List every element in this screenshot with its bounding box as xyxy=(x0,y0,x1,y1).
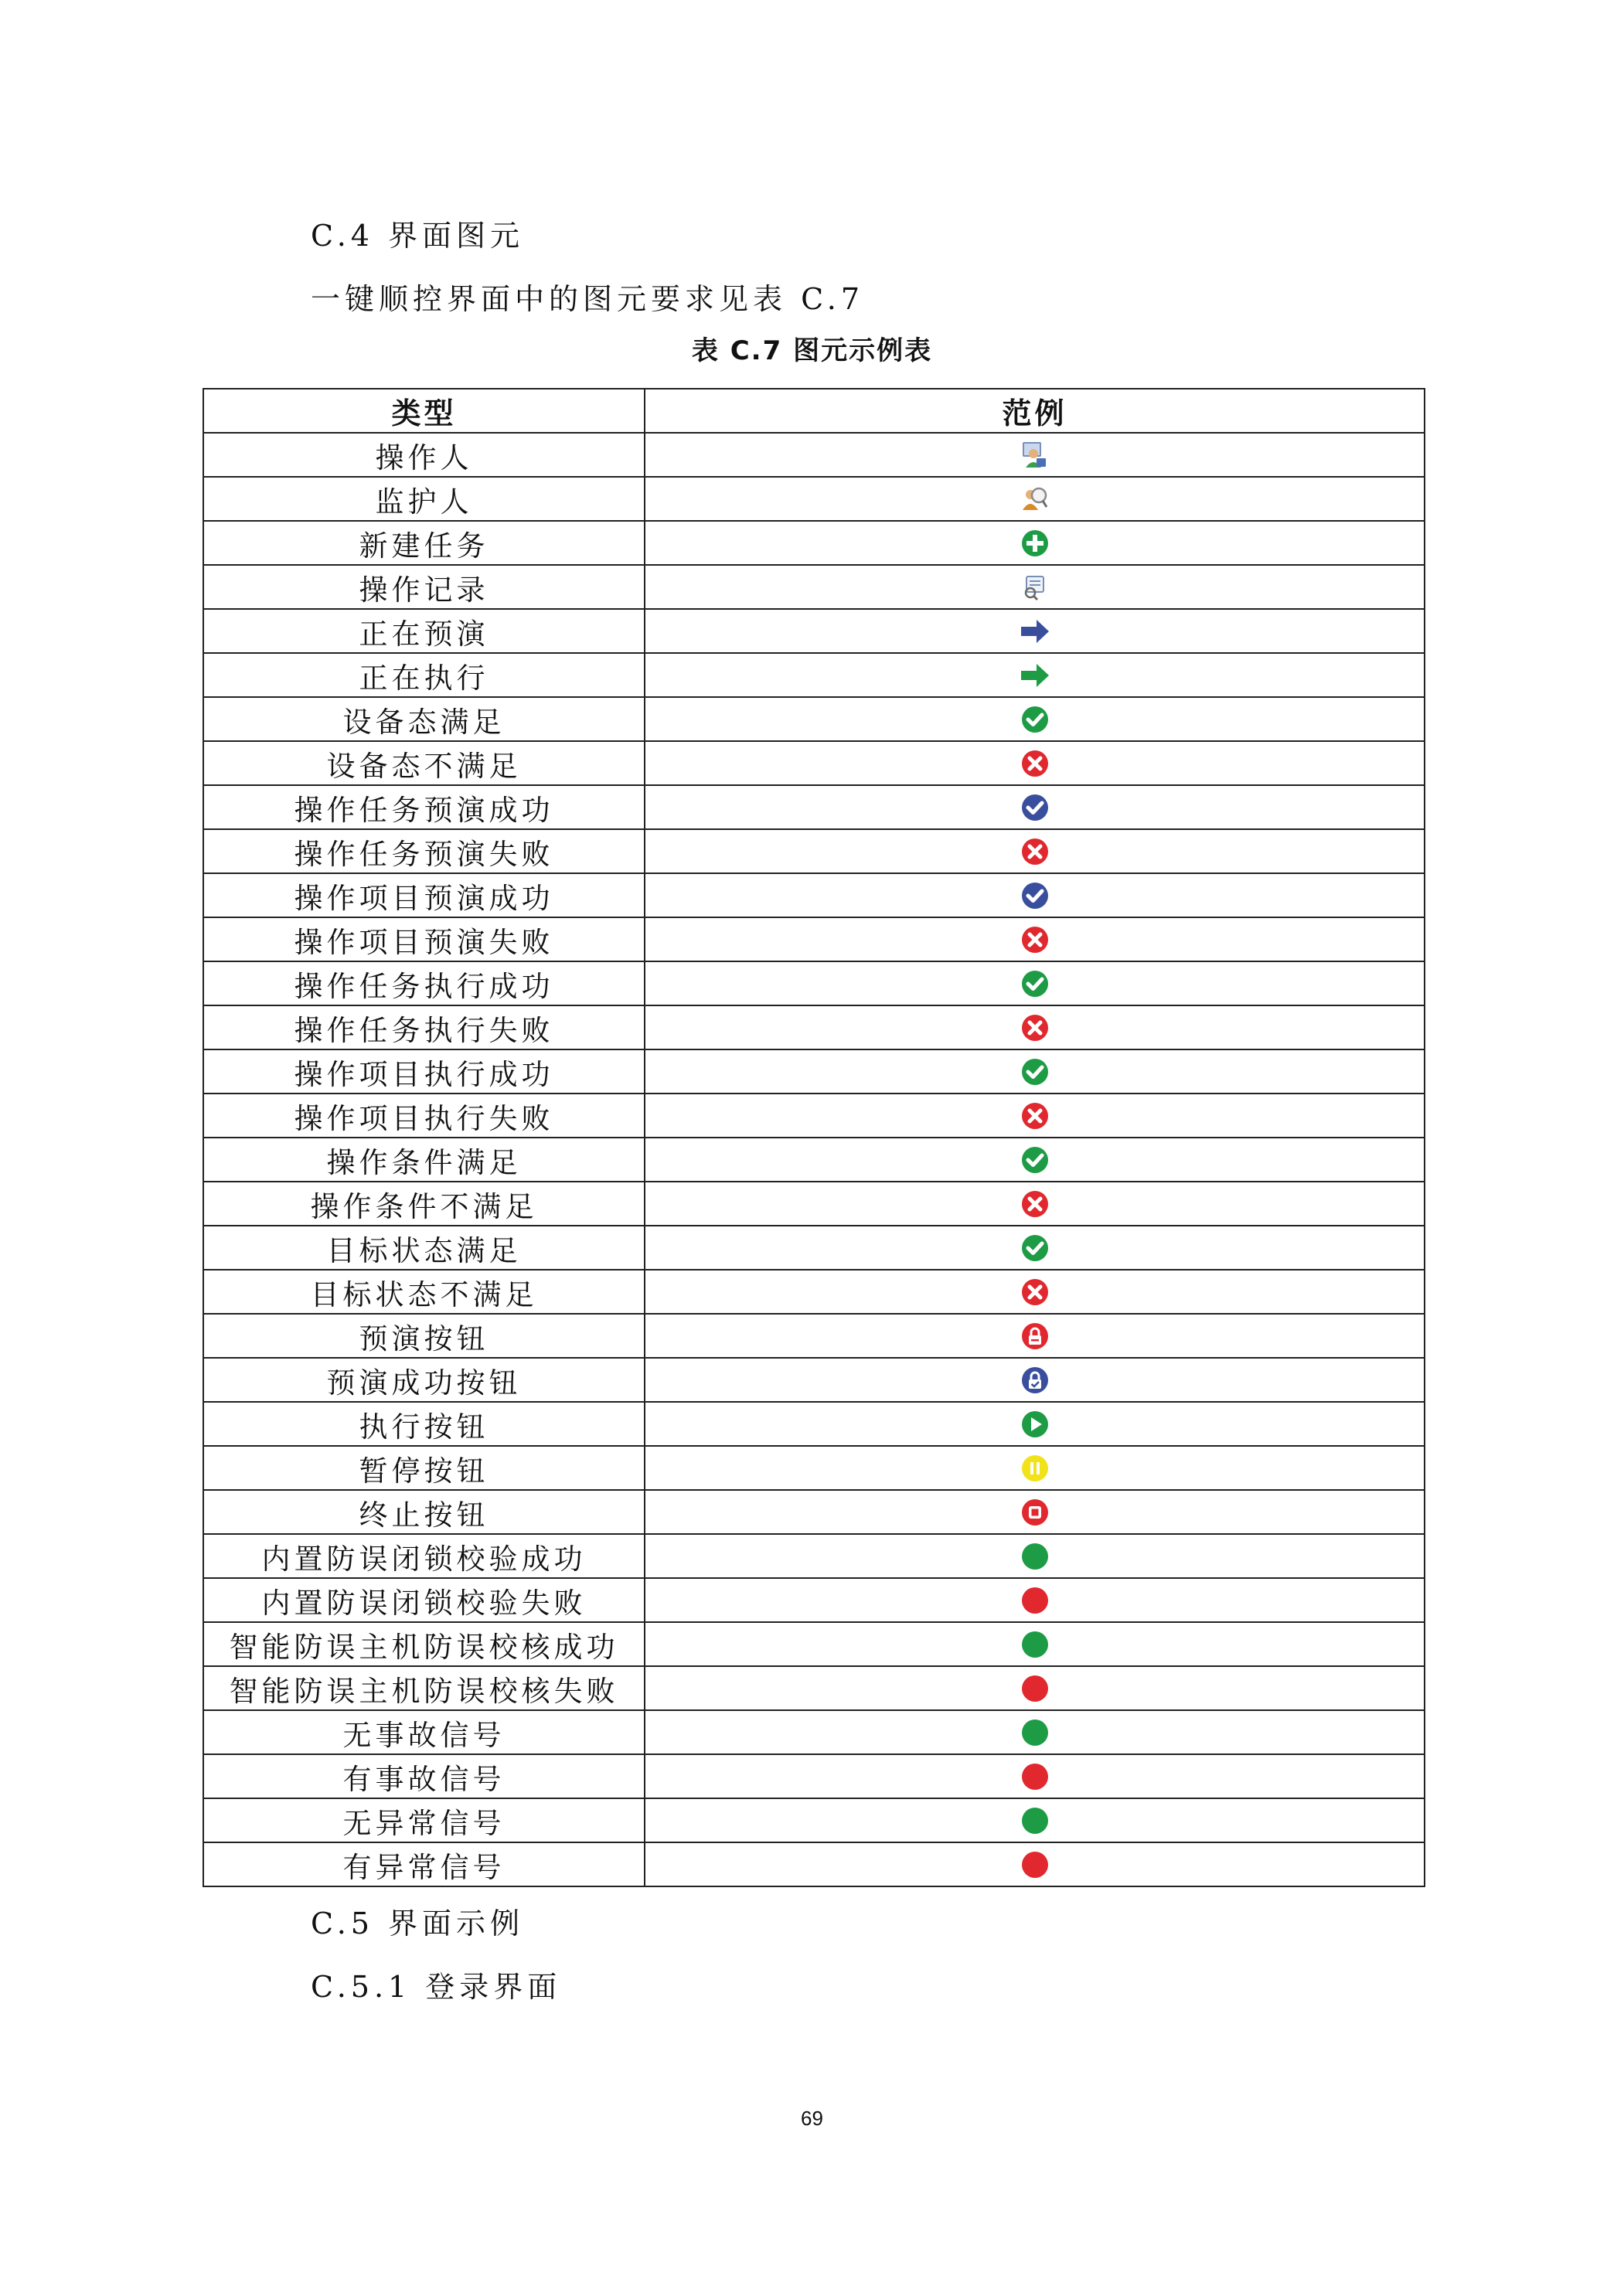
table-body xyxy=(203,433,1425,1886)
play-green-icon xyxy=(1020,1409,1050,1440)
dot-green-icon xyxy=(1020,1805,1050,1836)
row-type-label: 操作任务预演成功 xyxy=(203,785,645,829)
row-example-cell xyxy=(645,477,1425,521)
section-heading-c4: C.4 界面图元 xyxy=(311,219,525,253)
row-type-label: 智能防误主机防误校核成功 xyxy=(203,1622,645,1666)
lock-red-icon xyxy=(1020,1321,1050,1352)
row-example-cell xyxy=(645,961,1425,1005)
table-row xyxy=(203,1710,1425,1754)
table-row xyxy=(203,1842,1425,1886)
row-example-cell xyxy=(645,1226,1425,1270)
row-type-label: 暂停按钮 xyxy=(203,1446,645,1490)
dot-red-icon xyxy=(1020,1585,1050,1616)
row-example-cell xyxy=(645,1005,1425,1049)
dot-red-icon xyxy=(1020,1673,1050,1704)
row-example-cell xyxy=(645,1314,1425,1358)
row-example-cell xyxy=(645,917,1425,961)
stop-red-icon xyxy=(1020,1497,1050,1528)
check-green-icon xyxy=(1020,1233,1050,1264)
row-example-cell xyxy=(645,1578,1425,1622)
row-type-label: 内置防误闭锁校验失败 xyxy=(203,1578,645,1622)
check-blue-icon xyxy=(1020,792,1050,823)
cross-red-icon xyxy=(1020,748,1050,779)
table-row xyxy=(203,1534,1425,1578)
section-heading-c51: C.5.1 登录界面 xyxy=(311,1970,562,2004)
row-example-cell xyxy=(645,829,1425,873)
row-example-cell xyxy=(645,521,1425,565)
row-type-label: 操作项目执行成功 xyxy=(203,1049,645,1094)
arrow-right-green-icon xyxy=(1020,660,1050,691)
row-type-label: 正在执行 xyxy=(203,653,645,697)
intro-paragraph: 一键顺控界面中的图元要求见表 C.7 xyxy=(311,282,865,316)
row-example-cell xyxy=(645,1710,1425,1754)
row-example-cell xyxy=(645,697,1425,741)
cross-red-icon xyxy=(1020,836,1050,867)
table-row xyxy=(203,785,1425,829)
table-row xyxy=(203,961,1425,1005)
row-example-cell xyxy=(645,1754,1425,1798)
table-row xyxy=(203,1754,1425,1798)
row-type-label: 终止按钮 xyxy=(203,1490,645,1534)
row-type-label: 操作任务执行成功 xyxy=(203,961,645,1005)
row-type-label: 操作条件不满足 xyxy=(203,1182,645,1226)
table-row xyxy=(203,1226,1425,1270)
row-example-cell xyxy=(645,1358,1425,1402)
table-row xyxy=(203,829,1425,873)
row-example-cell xyxy=(645,1842,1425,1886)
row-type-label: 预演按钮 xyxy=(203,1314,645,1358)
table-row xyxy=(203,1798,1425,1842)
check-green-icon xyxy=(1020,968,1050,999)
header-type: 类型 xyxy=(203,389,645,433)
section-heading-c5: C.5 界面示例 xyxy=(311,1907,525,1941)
row-type-label: 新建任务 xyxy=(203,521,645,565)
row-example-cell xyxy=(645,1798,1425,1842)
arrow-right-blue-icon xyxy=(1020,616,1050,647)
row-example-cell xyxy=(645,1622,1425,1666)
guardian-person-icon xyxy=(1020,484,1050,515)
row-type-label: 智能防误主机防误校核失败 xyxy=(203,1666,645,1710)
icon-example-table xyxy=(203,388,1425,1887)
row-type-label: 操作记录 xyxy=(203,565,645,609)
cross-red-icon xyxy=(1020,1189,1050,1219)
row-example-cell xyxy=(645,1490,1425,1534)
table-row xyxy=(203,1005,1425,1049)
table-row xyxy=(203,1270,1425,1314)
row-example-cell xyxy=(645,1094,1425,1138)
table-row xyxy=(203,697,1425,741)
table-row xyxy=(203,1446,1425,1490)
table-row xyxy=(203,1402,1425,1446)
row-example-cell xyxy=(645,609,1425,653)
cross-red-icon xyxy=(1020,1012,1050,1043)
cross-red-icon xyxy=(1020,1277,1050,1308)
row-type-label: 无异常信号 xyxy=(203,1798,645,1842)
table-row xyxy=(203,1666,1425,1710)
row-type-label: 操作项目预演失败 xyxy=(203,917,645,961)
table-row xyxy=(203,1490,1425,1534)
check-green-icon xyxy=(1020,1145,1050,1175)
table-row xyxy=(203,1358,1425,1402)
dot-red-icon xyxy=(1020,1849,1050,1880)
row-type-label: 操作项目预演成功 xyxy=(203,873,645,917)
table-row xyxy=(203,477,1425,521)
table-row xyxy=(203,1182,1425,1226)
row-type-label: 操作人 xyxy=(203,433,645,477)
row-type-label: 正在预演 xyxy=(203,609,645,653)
row-example-cell xyxy=(645,1138,1425,1182)
header-example: 范例 xyxy=(645,389,1425,433)
row-example-cell xyxy=(645,873,1425,917)
row-type-label: 有异常信号 xyxy=(203,1842,645,1886)
row-type-label: 预演成功按钮 xyxy=(203,1358,645,1402)
table-row xyxy=(203,873,1425,917)
check-blue-icon xyxy=(1020,880,1050,911)
check-green-icon xyxy=(1020,1056,1050,1087)
add-circle-icon xyxy=(1020,528,1050,559)
table-row xyxy=(203,917,1425,961)
row-example-cell xyxy=(645,565,1425,609)
table-row xyxy=(203,1094,1425,1138)
cross-red-icon xyxy=(1020,924,1050,955)
row-type-label: 执行按钮 xyxy=(203,1402,645,1446)
table-row xyxy=(203,1314,1425,1358)
table-row xyxy=(203,1578,1425,1622)
row-example-cell xyxy=(645,741,1425,785)
row-type-label: 监护人 xyxy=(203,477,645,521)
row-type-label: 设备态满足 xyxy=(203,697,645,741)
page-number: 69 xyxy=(801,2107,823,2130)
row-example-cell xyxy=(645,1446,1425,1490)
row-type-label: 操作项目执行失败 xyxy=(203,1094,645,1138)
row-type-label: 无事故信号 xyxy=(203,1710,645,1754)
table-row xyxy=(203,741,1425,785)
table-row xyxy=(203,1622,1425,1666)
row-example-cell xyxy=(645,1270,1425,1314)
operator-person-icon xyxy=(1020,440,1050,471)
table-row xyxy=(203,653,1425,697)
table-row xyxy=(203,521,1425,565)
row-type-label: 目标状态满足 xyxy=(203,1226,645,1270)
table-row xyxy=(203,609,1425,653)
row-example-cell xyxy=(645,1666,1425,1710)
row-type-label: 有事故信号 xyxy=(203,1754,645,1798)
check-green-icon xyxy=(1020,704,1050,735)
row-example-cell xyxy=(645,785,1425,829)
row-example-cell xyxy=(645,1182,1425,1226)
lock-blue-icon xyxy=(1020,1365,1050,1396)
dot-red-icon xyxy=(1020,1761,1050,1792)
row-example-cell xyxy=(645,1049,1425,1094)
cross-red-icon xyxy=(1020,1100,1050,1131)
row-example-cell xyxy=(645,653,1425,697)
row-example-cell xyxy=(645,433,1425,477)
table-row xyxy=(203,433,1425,477)
row-type-label: 操作任务执行失败 xyxy=(203,1005,645,1049)
record-document-icon xyxy=(1020,572,1050,603)
table-header-row xyxy=(203,389,1425,433)
pause-yellow-icon xyxy=(1020,1453,1050,1484)
row-type-label: 内置防误闭锁校验成功 xyxy=(203,1534,645,1578)
dot-green-icon xyxy=(1020,1717,1050,1748)
table-row xyxy=(203,565,1425,609)
row-example-cell xyxy=(645,1534,1425,1578)
row-type-label: 操作任务预演失败 xyxy=(203,829,645,873)
row-type-label: 目标状态不满足 xyxy=(203,1270,645,1314)
table-row xyxy=(203,1138,1425,1182)
row-type-label: 设备态不满足 xyxy=(203,741,645,785)
dot-green-icon xyxy=(1020,1629,1050,1660)
row-type-label: 操作条件满足 xyxy=(203,1138,645,1182)
dot-green-icon xyxy=(1020,1541,1050,1572)
table-caption: 表 C.7 图元示例表 xyxy=(691,335,933,366)
row-example-cell xyxy=(645,1402,1425,1446)
table-row xyxy=(203,1049,1425,1094)
